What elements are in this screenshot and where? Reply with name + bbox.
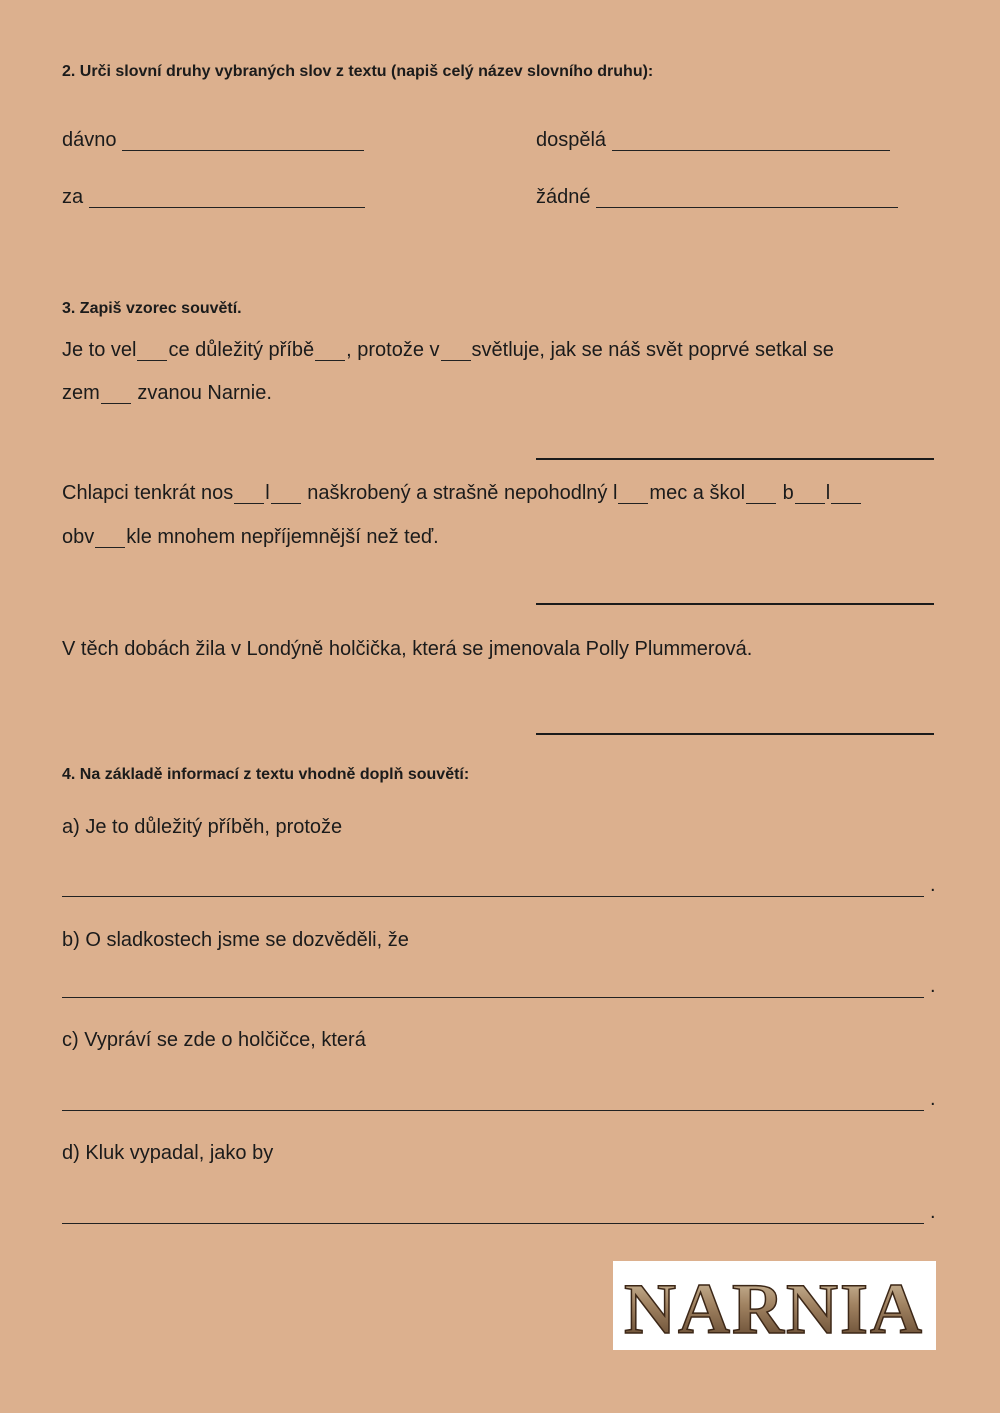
gap-input[interactable] xyxy=(234,485,264,504)
sentence-text: obv xyxy=(62,526,95,548)
sentence-text: , protože v xyxy=(346,339,440,361)
task2-word: dospělá xyxy=(536,129,607,151)
answer-field-zadne[interactable] xyxy=(596,189,898,208)
completion-input-b[interactable] xyxy=(62,973,924,998)
sentence-text: zem xyxy=(62,382,100,404)
task2-word: dávno xyxy=(62,129,117,151)
sentence-text: Chlapci tenkrát nos xyxy=(62,482,234,504)
task2-heading: 2. Urči slovní druhy vybraných slov z textu (napiš celý název slovního druhu): xyxy=(62,63,654,80)
completion-input-a[interactable] xyxy=(62,872,924,897)
prompt-b: b) O sladkostech jsme se dozvěděli, že xyxy=(62,929,409,951)
task2-item-davno xyxy=(62,129,364,152)
end-mark: . xyxy=(930,1088,936,1110)
end-mark: . xyxy=(930,874,936,896)
sentence3: V těch dobách žila v Londýně holčička, která se jmenovala Polly Plummerová. xyxy=(62,638,753,660)
sentence-text: zvanou Narnie. xyxy=(131,382,272,404)
answer-field-za[interactable] xyxy=(89,189,365,208)
narnia-logo xyxy=(613,1261,936,1350)
answer-field-davno[interactable] xyxy=(122,132,364,151)
sentence-text: kle mnohem nepříjemnější než teď. xyxy=(126,526,439,548)
prompt-a: a) Je to důležitý příběh, protože xyxy=(62,816,343,838)
answer-field-dospela[interactable] xyxy=(612,132,890,151)
gap-input[interactable] xyxy=(441,342,471,361)
sentence-text: světluje, jak se náš svět poprvé setkal se xyxy=(471,339,834,361)
gap-input[interactable] xyxy=(746,485,776,504)
sentence-text: l xyxy=(265,482,270,504)
formula-answer-1[interactable] xyxy=(536,436,934,460)
sentence2-line2 xyxy=(62,526,439,549)
sentence-text: b xyxy=(777,482,794,504)
formula-answer-2[interactable] xyxy=(536,581,934,605)
sentence-text: Je to vel xyxy=(62,339,137,361)
logo-text: NARNIA xyxy=(624,1269,924,1349)
gap-input[interactable] xyxy=(795,485,825,504)
gap-input[interactable] xyxy=(618,485,648,504)
sentence-text: ce důležitý příbě xyxy=(168,339,315,361)
task2-item-dospela xyxy=(536,129,890,152)
task2-word: za xyxy=(62,186,84,208)
task2-item-za xyxy=(62,186,365,209)
formula-answer-3[interactable] xyxy=(536,711,934,735)
task3-heading: 3. Zapiš vzorec souvětí. xyxy=(62,300,242,317)
gap-input[interactable] xyxy=(831,485,861,504)
gap-input[interactable] xyxy=(95,529,125,548)
sentence-text: naškrobený a strašně nepohodlný l xyxy=(301,482,618,504)
sentence1-line2 xyxy=(62,382,272,405)
sentence-text: l xyxy=(825,482,831,504)
gap-input[interactable] xyxy=(315,342,345,361)
prompt-d: d) Kluk vypadal, jako by xyxy=(62,1142,274,1164)
sentence2-line1 xyxy=(62,482,862,505)
task2-word: žádné xyxy=(536,186,591,208)
completion-input-c[interactable] xyxy=(62,1086,924,1111)
completion-input-d[interactable] xyxy=(62,1199,924,1224)
gap-input[interactable] xyxy=(137,342,167,361)
sentence-text: mec a škol xyxy=(649,482,746,504)
task2-item-zadne xyxy=(536,186,898,209)
end-mark: . xyxy=(930,1201,936,1223)
prompt-c: c) Vypráví se zde o holčičce, která xyxy=(62,1029,366,1051)
gap-input[interactable] xyxy=(271,485,301,504)
gap-input[interactable] xyxy=(101,385,131,404)
task4-heading: 4. Na základě informací z textu vhodně doplň souvětí: xyxy=(62,766,470,783)
end-mark: . xyxy=(930,975,936,997)
sentence1-line1 xyxy=(62,339,834,362)
